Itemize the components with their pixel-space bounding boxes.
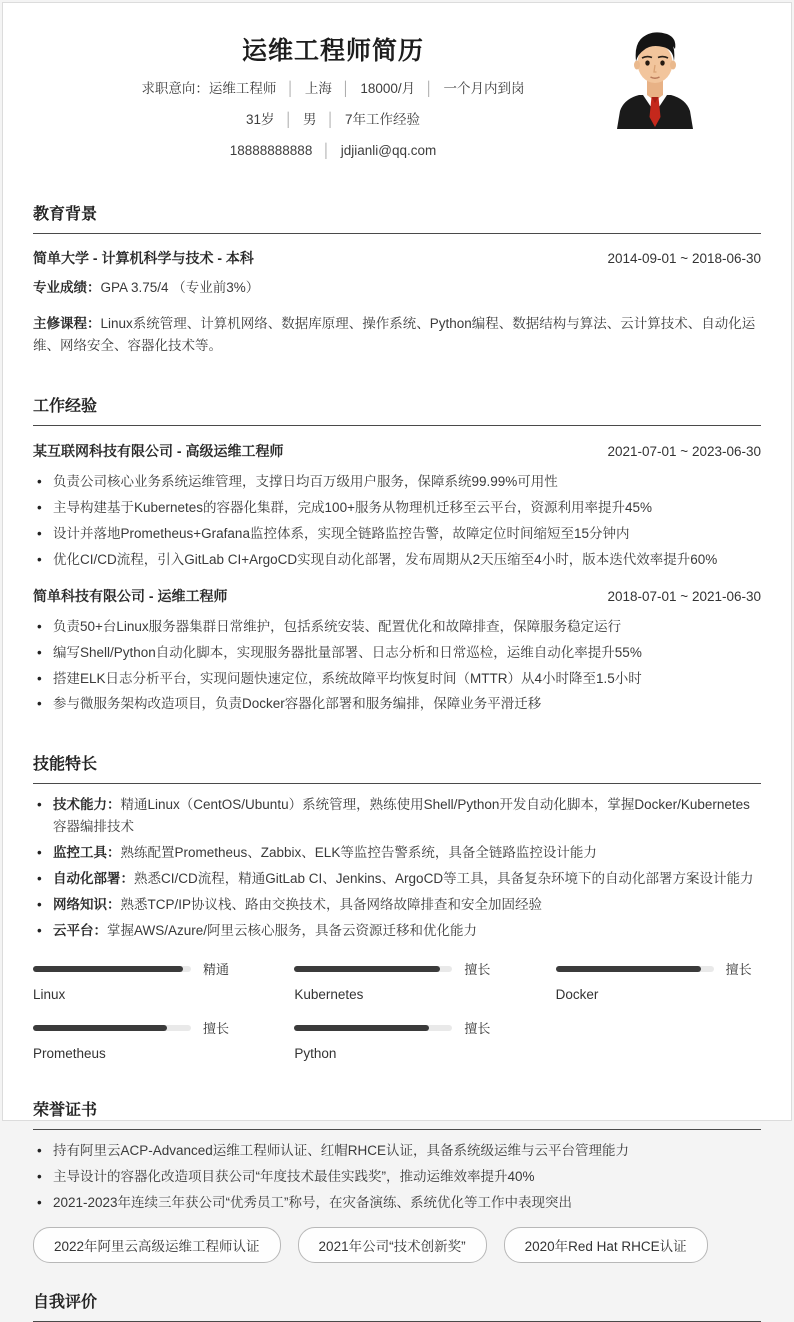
honor-item: • 2021-2023年连续三年获公司“优秀员工”称号，在灾备演练、系统优化等工作中表现突出 bbox=[33, 1192, 761, 1214]
job-intention: 求职意向：运维工程师 bbox=[141, 81, 277, 96]
education-entry-header bbox=[33, 248, 761, 268]
expected-salary: 18000/月 bbox=[360, 81, 416, 96]
job-duty-item: • 负责公司核心业务系统运维管理，支撑日均百万级用户服务，保障系统99.99%可用性 bbox=[33, 471, 761, 493]
skill-bar-name: Kubernetes bbox=[294, 987, 364, 1003]
courses-label: 主修课程： bbox=[33, 315, 101, 331]
gpa-value: GPA 3.75/4 （专业前3%） bbox=[100, 279, 260, 295]
skill-text: 精通Linux（CentOS/Ubuntu）系统管理，熟练使用Shell/Python开发自动化脚本，掌握Docker/Kubernetes容器编排技术 bbox=[53, 797, 750, 835]
section-education bbox=[33, 201, 761, 358]
job-date-range: 2021-07-01 ~ 2023-06-30 bbox=[607, 444, 761, 460]
self-evaluation-title: 自我评价 bbox=[33, 1289, 761, 1322]
email-address: jdjianli@qq.com bbox=[340, 143, 437, 159]
certificate-tag-row bbox=[33, 1227, 761, 1263]
progress-track bbox=[556, 966, 714, 972]
certificate-tag: 2021年公司“技术创新奖” bbox=[298, 1227, 487, 1263]
male-portrait-icon bbox=[611, 25, 699, 129]
skill-text: 熟悉CI/CD流程，精通GitLab CI、Jenkins、ArgoCD等工具，具备复杂环境下的自动化部署方案设计能力 bbox=[134, 870, 754, 886]
skill-bar-empty-cell bbox=[556, 1018, 761, 1061]
skill-label: 云平台： bbox=[53, 922, 107, 938]
availability: 一个月内到岗 bbox=[443, 81, 525, 96]
skill-bar-prometheus bbox=[33, 1018, 238, 1061]
progress-fill bbox=[33, 966, 183, 972]
certificate-tag: 2022年阿里云高级运维工程师认证 bbox=[33, 1227, 281, 1263]
skill-item bbox=[33, 794, 761, 838]
progress-track bbox=[33, 1025, 191, 1031]
job-entry-header bbox=[33, 586, 761, 606]
skill-list bbox=[33, 794, 761, 941]
gender: 男 bbox=[303, 112, 317, 128]
skill-label: 自动化部署： bbox=[53, 870, 134, 886]
separator: │ bbox=[326, 112, 335, 128]
skill-level-label: 擅长 bbox=[203, 1021, 230, 1037]
skills-title: 技能特长 bbox=[33, 751, 761, 784]
skill-bar-name: Python bbox=[294, 1046, 337, 1062]
section-skills bbox=[33, 751, 761, 1061]
section-honors bbox=[33, 1097, 761, 1263]
progress-track bbox=[294, 966, 452, 972]
skill-bar-name: Docker bbox=[555, 987, 599, 1003]
skill-item bbox=[33, 868, 761, 890]
skill-bar-docker bbox=[556, 959, 761, 1002]
progress-fill bbox=[294, 966, 439, 972]
resume-header bbox=[33, 3, 761, 161]
company-position: 某互联网科技有限公司 - 高级运维工程师 bbox=[33, 443, 284, 460]
job-duty-item: • 优化CI/CD流程，引入GitLab CI+ArgoCD实现自动化部署，发布周期从2天压缩至4小时，版本迭代效率提升60% bbox=[33, 549, 761, 571]
progress-fill bbox=[294, 1025, 428, 1031]
skill-level-label: 擅长 bbox=[464, 962, 491, 978]
gpa-line bbox=[33, 277, 761, 299]
skill-text: 熟练配置Prometheus、Zabbix、ELK等监控告警系统，具备全链路监控设计能力 bbox=[120, 844, 597, 860]
separator: │ bbox=[341, 81, 351, 96]
job-intention-line bbox=[33, 80, 633, 98]
job-entry bbox=[33, 441, 761, 570]
progress-fill bbox=[33, 1025, 167, 1031]
separator: │ bbox=[425, 81, 434, 96]
gpa-label: 专业成绩： bbox=[33, 279, 101, 295]
job-entry bbox=[33, 586, 761, 715]
school-degree: 简单大学 - 计算机科学与技术 - 本科 bbox=[33, 249, 254, 266]
skill-bar-linux bbox=[33, 959, 238, 1002]
separator: │ bbox=[322, 143, 331, 159]
skill-text: 熟悉TCP/IP协议栈、路由交换技术，具备网络故障排查和安全加固经验 bbox=[120, 896, 543, 912]
phone-number: 18888888888 bbox=[229, 143, 313, 159]
education-date-range: 2014-09-01 ~ 2018-06-30 bbox=[607, 250, 761, 266]
skill-label: 监控工具： bbox=[53, 844, 121, 860]
personal-info-line bbox=[33, 111, 633, 129]
skill-bar-name: Linux bbox=[33, 987, 66, 1003]
honors-title: 荣誉证书 bbox=[33, 1097, 761, 1130]
skill-level-label: 擅长 bbox=[464, 1021, 491, 1037]
progress-fill bbox=[556, 966, 701, 972]
job-duty-item: • 参与微服务架构改造项目，负责Docker容器化部署和服务编排，保障业务平滑迁移 bbox=[33, 693, 761, 715]
progress-track bbox=[33, 966, 191, 972]
job-date-range: 2018-07-01 ~ 2021-06-30 bbox=[607, 588, 761, 604]
contact-line bbox=[33, 142, 633, 160]
job-duty-item: • 设计并落地Prometheus+Grafana监控体系，实现全链路监控告警，故障定位时间缩短至15分钟内 bbox=[33, 523, 761, 545]
work-years: 7年工作经验 bbox=[344, 112, 420, 128]
job-entry-header bbox=[33, 441, 761, 461]
job-duty-item: • 搭建ELK日志分析平台，实现问题快速定位，系统故障平均恢复时间（MTTR）从4小时降至1.5小时 bbox=[33, 668, 761, 690]
section-experience bbox=[33, 393, 761, 715]
skill-level-label: 擅长 bbox=[725, 962, 752, 978]
job-duty-list bbox=[33, 616, 761, 715]
skill-item bbox=[33, 894, 761, 916]
skill-item bbox=[33, 920, 761, 942]
progress-track bbox=[294, 1025, 452, 1031]
page-title: 运维工程师简历 bbox=[241, 37, 424, 65]
resume-page bbox=[2, 2, 792, 1311]
company-position: 简单科技有限公司 - 运维工程师 bbox=[33, 587, 228, 604]
job-duty-item: • 主导构建基于Kubernetes的容器化集群，完成100+服务从物理机迁移至云平台，资源利用率提升45% bbox=[33, 497, 761, 519]
header-text-block bbox=[33, 3, 633, 161]
separator: │ bbox=[284, 112, 293, 128]
certificate-tag: 2020年Red Hat RHCE认证 bbox=[504, 1227, 708, 1263]
courses-value: Linux系统管理、计算机网络、数据库原理、操作系统、Python编程、数据结构与算法、云计算技术、自动化运维、网络安全、容器化技术等。 bbox=[33, 315, 756, 353]
skill-label: 网络知识： bbox=[53, 896, 121, 912]
experience-title: 工作经验 bbox=[33, 393, 761, 426]
honor-item: • 持有阿里云ACP-Advanced运维工程师认证、红帽RHCE认证，具备系统级运维与云平台管理能力 bbox=[33, 1140, 761, 1162]
location: 上海 bbox=[304, 81, 332, 96]
courses-line bbox=[33, 313, 761, 358]
skill-text: 掌握AWS/Azure/阿里云核心服务，具备云资源迁移和优化能力 bbox=[107, 922, 478, 938]
skill-bar-kubernetes bbox=[294, 959, 499, 1002]
section-self-evaluation bbox=[33, 1289, 761, 1322]
job-duty-item: • 负责50+台Linux服务器集群日常维护，包括系统安装、配置优化和故障排查，保障服务稳定运行 bbox=[33, 616, 761, 638]
honor-list bbox=[33, 1140, 761, 1214]
age: 31岁 bbox=[246, 112, 275, 128]
skill-item bbox=[33, 842, 761, 864]
skill-level-label: 精通 bbox=[203, 962, 230, 978]
skill-bar-grid bbox=[33, 959, 761, 1061]
skill-label: 技术能力： bbox=[53, 797, 121, 813]
job-duty-item: • 编写Shell/Python自动化脚本，实现服务器批量部署、日志分析和日常巡检，运维自动化率提升55% bbox=[33, 642, 761, 664]
job-duty-list bbox=[33, 471, 761, 570]
honor-item: • 主导设计的容器化改造项目获公司“年度技术最佳实践奖”，推动运维效率提升40% bbox=[33, 1166, 761, 1188]
education-title: 教育背景 bbox=[33, 201, 761, 234]
separator: │ bbox=[286, 81, 295, 96]
avatar bbox=[611, 25, 699, 129]
skill-bar-name: Prometheus bbox=[33, 1046, 106, 1062]
skill-bar-python bbox=[294, 1018, 499, 1061]
